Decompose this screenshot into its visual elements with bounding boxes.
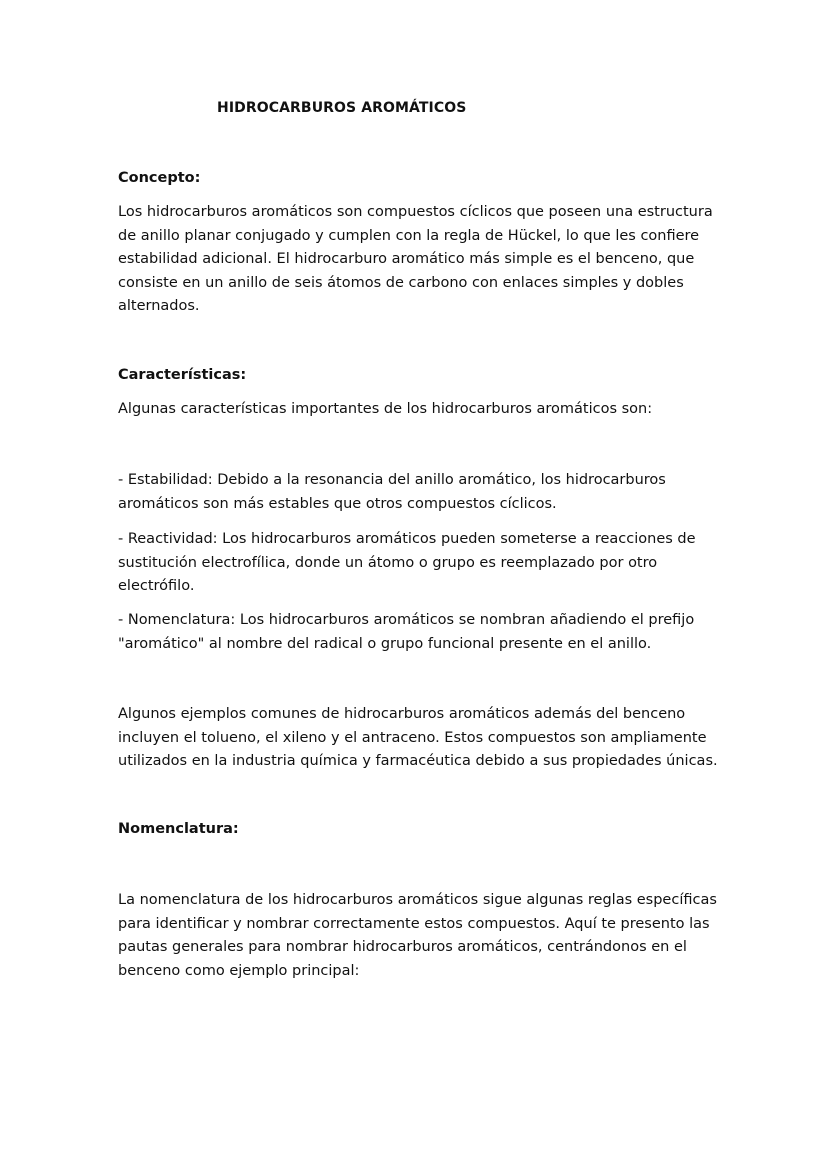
caracteristica-item-reactividad: - Reactividad: Los hidrocarburos aromáticos pueden someterse a reacciones de sustitución electrofílica, donde un átomo o grupo es reemplazado por otro electrófilo. [118,531,696,594]
document-title: HIDROCARBUROS AROMÁTICOS [217,100,467,116]
caracteristicas-intro: Algunas características importantes de los hidrocarburos aromáticos son: [118,401,653,417]
section-heading-nomenclatura: Nomenclatura: [118,821,239,837]
ejemplos-paragraph: Algunos ejemplos comunes de hidrocarburos aromáticos además del benceno incluyen el tolueno, el xileno y el antraceno. Estos compuestos son ampliamente utilizados en la industria química y farmacéutica debido a sus propiedades únicas. [118,706,718,769]
section-heading-concepto: Concepto: [118,170,201,186]
nomenclatura-paragraph: La nomenclatura de los hidrocarburos aromáticos sigue algunas reglas específicas para identificar y nombrar correctamente estos compuestos. Aquí te presento las pautas generales para nombrar hidrocarburos aromáticos, centrándonos en el benceno como ejemplo principal: [118,892,717,979]
caracteristica-item-estabilidad: - Estabilidad: Debido a la resonancia del anillo aromático, los hidrocarburos aromáticos son más estables que otros compuestos cíclicos. [118,472,666,512]
section-heading-caracteristicas: Características: [118,367,247,383]
concepto-paragraph: Los hidrocarburos aromáticos son compuestos cíclicos que poseen una estructura de anillo planar conjugado y cumplen con la regla de Hückel, lo que les confiere estabilidad adicional. El hidrocarburo aromático más simple es el benceno, que consiste en un anillo de seis átomos de carbono con enlaces simples y dobles alternados. [118,204,713,314]
caracteristica-item-nomenclatura: - Nomenclatura: Los hidrocarburos aromáticos se nombran añadiendo el prefijo "aromático" al nombre del radical o grupo funcional presente en el anillo. [118,612,695,652]
